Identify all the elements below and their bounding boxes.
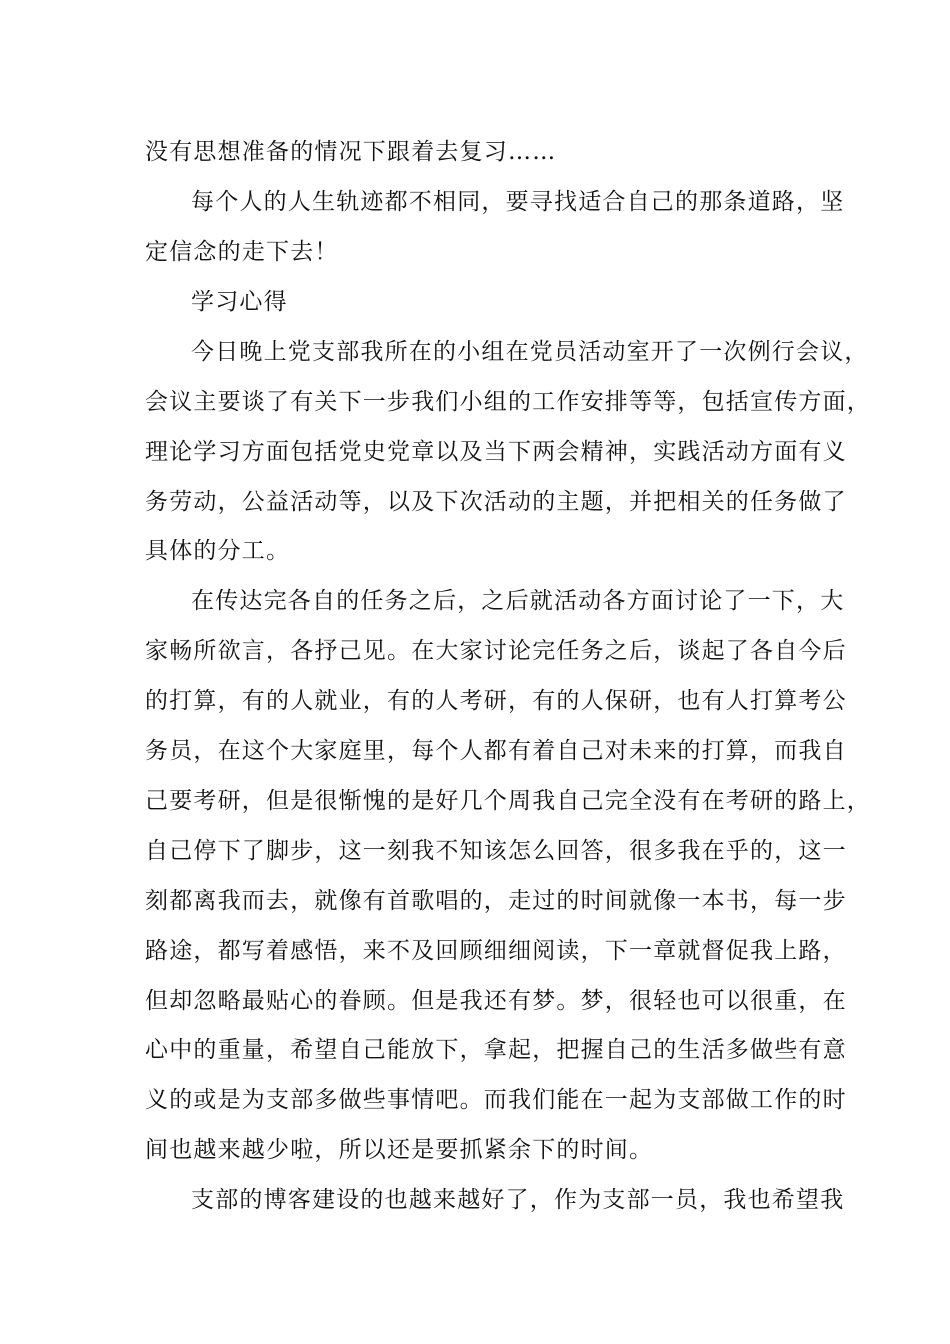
- text-line: 定信念的走下去！: [145, 239, 339, 265]
- text-line: 理论学习方面包括党史党章以及当下两会精神，实践活动方面有义: [145, 439, 847, 465]
- text-line: 务劳动，公益活动等，以及下次活动的主题，并把相关的任务做了: [145, 489, 847, 515]
- text-line: 每个人的人生轨迹都不相同，要寻找适合自己的那条道路，坚: [191, 189, 845, 215]
- text-line: 路途，都写着感悟，来不及回顾细细阅读，下一章就督促我上路，: [145, 938, 847, 964]
- text-line: 间也越来越少啦，所以还是要抓紧余下的时间。: [145, 1137, 654, 1163]
- section-heading: 学习心得: [191, 289, 288, 315]
- text-line: 的打算，有的人就业，有的人考研，有的人保研，也有人打算考公: [145, 688, 847, 714]
- text-line: 务员，在这个大家庭里，每个人都有着自己对未来的打算，而我自: [145, 738, 847, 764]
- text-line: 家畅所欲言，各抒己见。在大家讨论完任务之后，谈起了各自今后: [145, 638, 847, 664]
- text-line: 具体的分工。: [145, 538, 291, 564]
- text-line: 义的或是为支部多做些事情吧。而我们能在一起为支部做工作的时: [145, 1087, 847, 1113]
- text-line: 刻都离我而去，就像有首歌唱的，走过的时间就像一本书，每一步: [145, 888, 847, 914]
- text-line: 在传达完各自的任务之后，之后就活动各方面讨论了一下，大: [191, 588, 845, 614]
- text-line: 心中的重量，希望自己能放下，拿起，把握自己的生活多做些有意: [145, 1037, 847, 1063]
- text-line: 会议主要谈了有关下一步我们小组的工作安排等等，包括宣传方面，: [145, 389, 871, 415]
- text-line: 没有思想准备的情况下跟着去复习……: [145, 139, 557, 165]
- text-line: 自己停下了脚步，这一刻我不知该怎么回答，很多我在乎的，这一: [145, 838, 847, 864]
- text-line: 今日晚上党支部我所在的小组在党员活动室开了一次例行会议，: [191, 339, 869, 365]
- text-line: 己要考研，但是很惭愧的是好几个周我自己完全没有在考研的路上，: [145, 788, 871, 814]
- text-line: 支部的博客建设的也越来越好了，作为支部一员，我也希望我: [191, 1187, 845, 1213]
- text-line: 但却忽略最贴心的眷顾。但是我还有梦。梦，很轻也可以很重，在: [145, 988, 847, 1014]
